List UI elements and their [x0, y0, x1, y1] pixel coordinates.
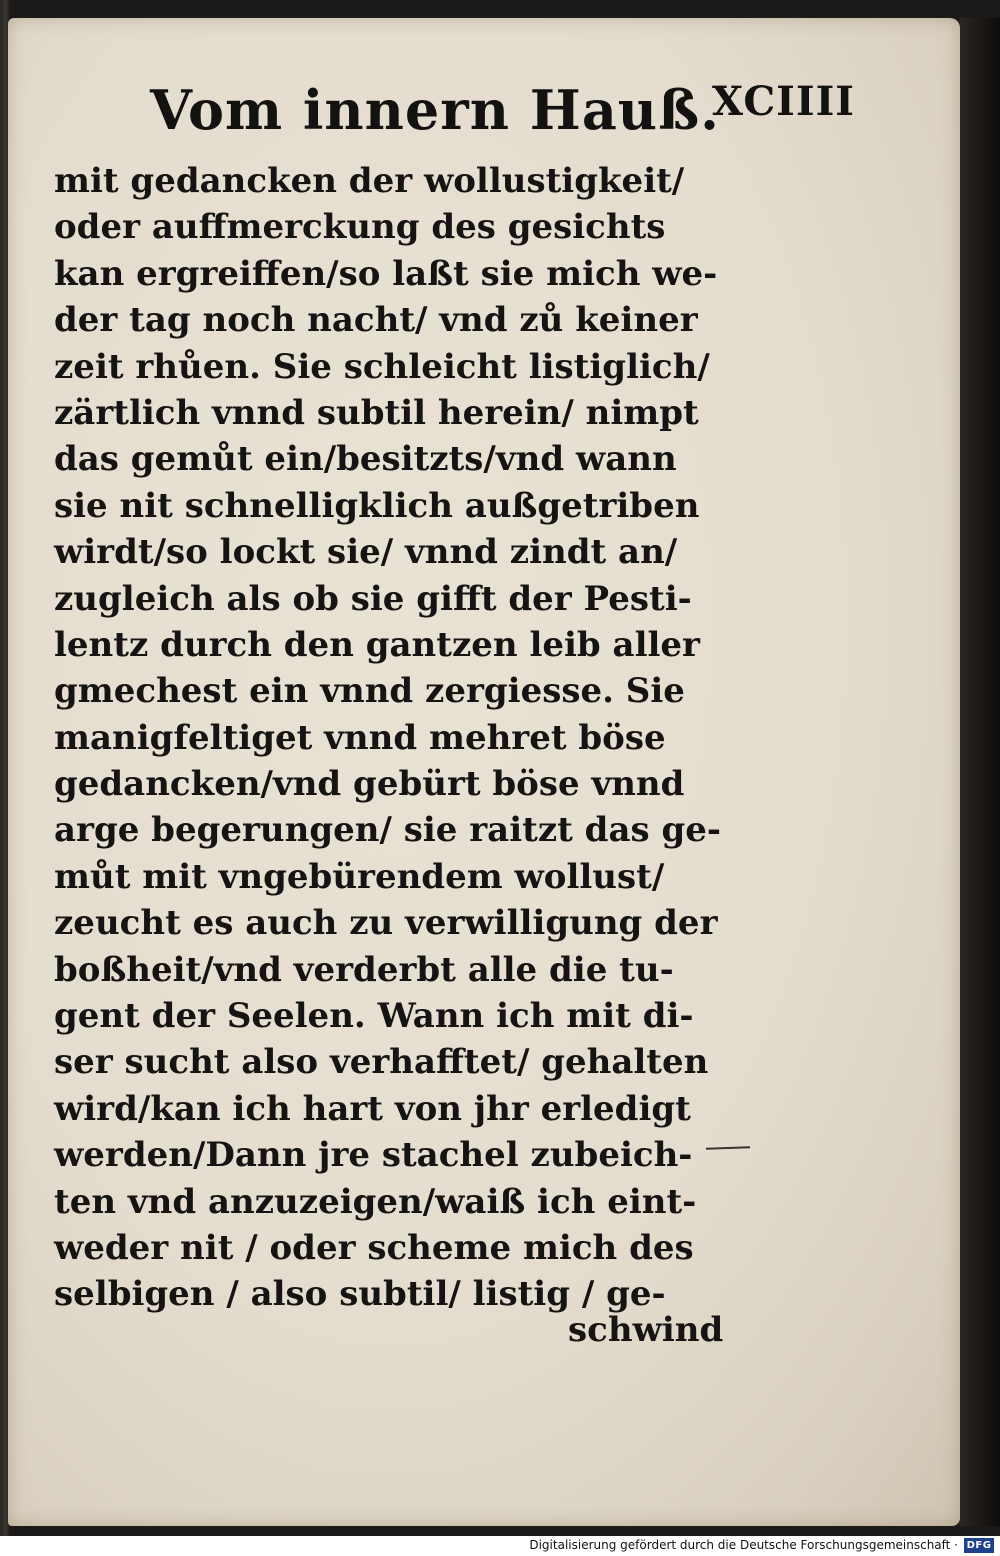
dfg-logo: DFG: [964, 1538, 994, 1553]
running-title: Vom innern Hauß.: [150, 78, 720, 142]
text-line: weder nit / oder scheme mich des: [54, 1227, 694, 1268]
text-line: gmechest ein vnnd zergiesse. Sie: [54, 671, 685, 712]
text-line: wird/kan ich hart von jhr erledigt: [54, 1088, 691, 1129]
text-line: der tag noch nacht/ vnd zů keiner: [54, 300, 698, 341]
text-line: oder auffmerckung des gesichts: [54, 207, 666, 248]
text-line: kan ergreiffen/so laßt sie mich we-: [54, 253, 718, 294]
text-line: boßheit/vnd verderbt alle die tu-: [54, 949, 674, 990]
text-line: werden/Dann jre stachel zubeich-: [54, 1135, 693, 1176]
text-line: ser sucht also verhafftet/ gehalten: [54, 1042, 709, 1083]
text-line: lentz durch den gantzen leib aller: [54, 624, 700, 665]
page-edge-shadow: [960, 18, 1000, 1526]
body-text: [54, 158, 734, 1318]
text-line: zugleich als ob sie gifft der Pesti-: [54, 578, 692, 619]
text-line: mit gedancken der wollustigkeit/: [54, 161, 685, 201]
text-line: gent der Seelen. Wann ich mit di-: [54, 996, 694, 1037]
text-line: ten vnd anzuzeigen/waiß ich eint-: [54, 1181, 697, 1222]
folio-number: XCIIII: [712, 78, 856, 125]
text-line: selbigen / also subtil/ listig / ge-: [54, 1274, 666, 1315]
funding-credit: Digitalisierung gefördert durch die Deutsche Forschungsgemeinschaft ·: [529, 1538, 958, 1552]
text-line: das gemůt ein/besitzts/vnd wann: [54, 439, 677, 480]
text-line: sie nit schnelligklich außgetriben: [54, 485, 700, 526]
text-line: gedancken/vnd gebürt böse vnnd: [54, 764, 685, 805]
digitization-footer: [0, 1536, 1000, 1556]
text-line: zärtlich vnnd subtil herein/ nimpt: [54, 392, 699, 433]
text-line: manigfeltiget vnnd mehret böse: [54, 717, 666, 758]
text-line: wirdt/so lockt sie/ vnnd zindt an/: [54, 532, 678, 573]
text-line: zeucht es auch zu verwilligung der: [54, 903, 718, 944]
catchword: schwind: [568, 1310, 724, 1350]
text-line: můt mit vngebürendem wollust/: [54, 856, 665, 897]
text-line: zeit rhůen. Sie schleicht listiglich/: [54, 346, 710, 387]
text-line: arge begerungen/ sie raitzt das ge-: [54, 810, 721, 851]
